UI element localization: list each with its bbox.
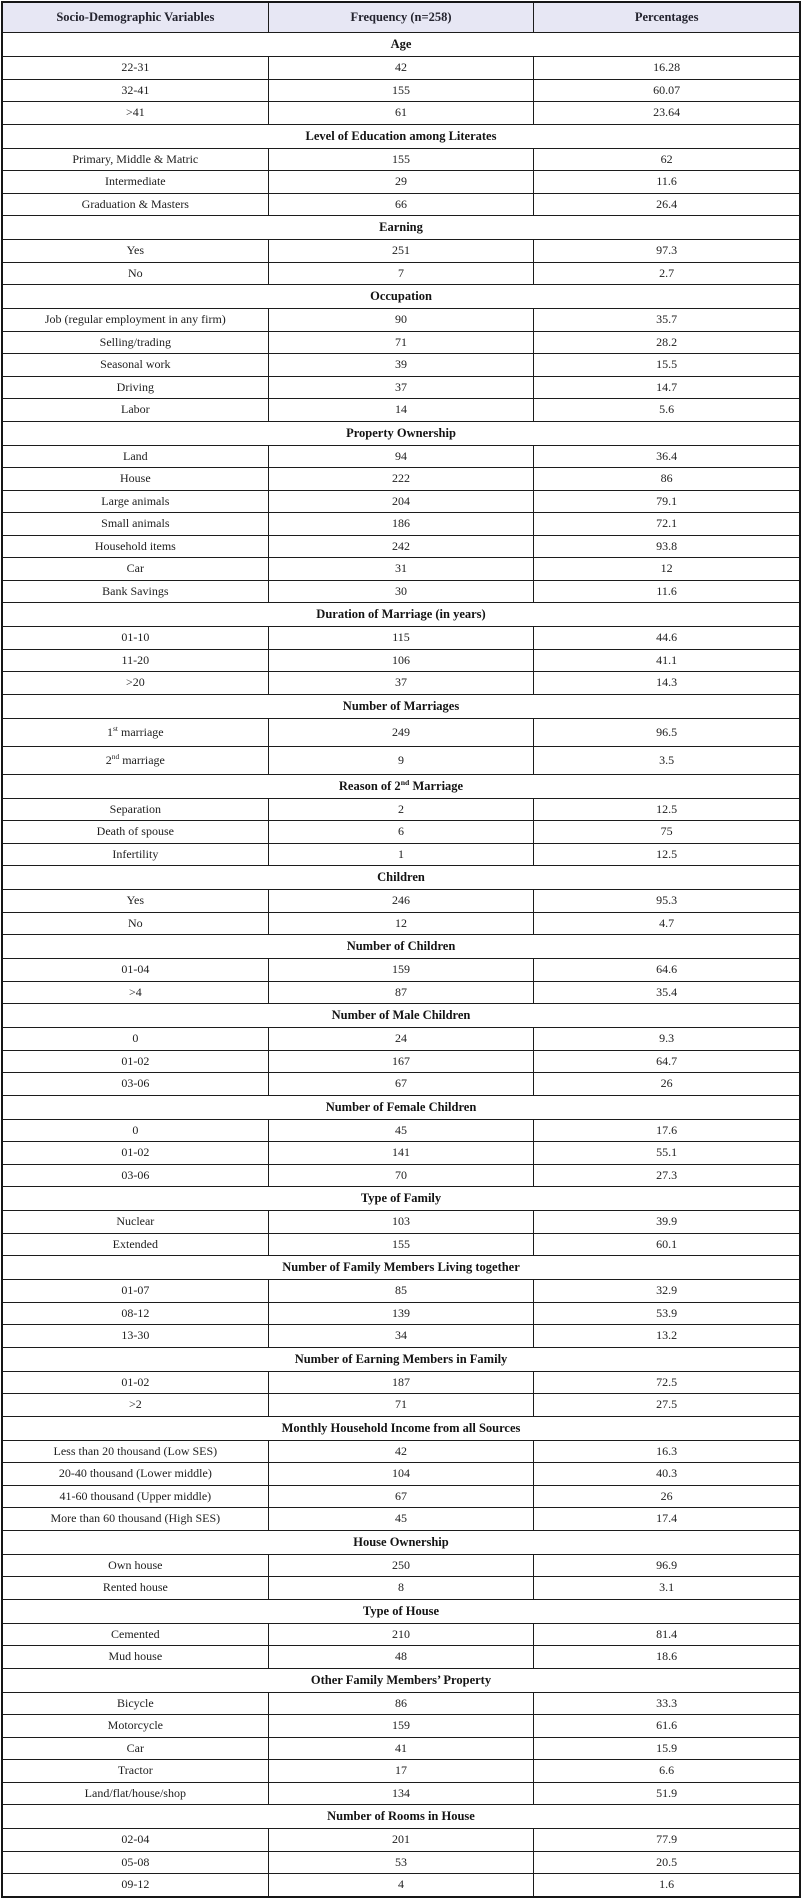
cell-variable: Labor [2,399,268,422]
table-row [2,399,800,422]
table-row [2,981,800,1004]
cell-frequency: 70 [268,1164,534,1187]
section-title: House Ownership [2,1530,800,1554]
cell-frequency: 17 [268,1760,534,1783]
cell-variable: 02-04 [2,1829,268,1852]
cell-variable: 0 [2,1119,268,1142]
table-row [2,746,800,774]
cell-frequency: 222 [268,468,534,491]
cell-variable: Primary, Middle & Matric [2,148,268,171]
cell-percentage: 9.3 [534,1028,800,1051]
cell-variable: 01-02 [2,1050,268,1073]
cell-percentage: 96.5 [534,718,800,746]
cell-variable: 20-40 thousand (Lower middle) [2,1463,268,1486]
cell-frequency: 42 [268,57,534,80]
cell-variable: Tractor [2,1760,268,1783]
cell-percentage: 23.64 [534,102,800,125]
cell-variable: Yes [2,890,268,913]
section-title: Number of Rooms in House [2,1805,800,1829]
cell-frequency: 31 [268,558,534,581]
cell-frequency: 134 [268,1782,534,1805]
cell-frequency: 106 [268,649,534,672]
table-body [2,33,800,1897]
cell-variable: House [2,468,268,491]
table-row [2,1646,800,1669]
section-title: Number of Marriages [2,694,800,718]
table-row [2,1463,800,1486]
cell-percentage: 12 [534,558,800,581]
cell-variable: Seasonal work [2,354,268,377]
cell-variable: No [2,912,268,935]
cell-frequency: 250 [268,1554,534,1577]
table-row [2,1577,800,1600]
cell-percentage: 72.1 [534,513,800,536]
cell-percentage: 5.6 [534,399,800,422]
cell-percentage: 26 [534,1073,800,1096]
cell-frequency: 90 [268,309,534,332]
cell-percentage: 18.6 [534,1646,800,1669]
cell-percentage: 79.1 [534,490,800,513]
cell-frequency: 6 [268,821,534,844]
cell-variable: Nuclear [2,1211,268,1234]
cell-frequency: 249 [268,718,534,746]
table-row [2,309,800,332]
cell-percentage: 17.6 [534,1119,800,1142]
cell-percentage: 60.07 [534,79,800,102]
cell-percentage: 97.3 [534,240,800,263]
table-row [2,376,800,399]
cell-variable: Intermediate [2,171,268,194]
table-row [2,1073,800,1096]
cell-variable: Household items [2,535,268,558]
cell-frequency: 139 [268,1302,534,1325]
cell-percentage: 75 [534,821,800,844]
cell-percentage: 28.2 [534,331,800,354]
ordinal-suffix: nd [111,751,120,761]
cell-frequency: 39 [268,354,534,377]
cell-frequency: 94 [268,445,534,468]
cell-percentage: 40.3 [534,1463,800,1486]
cell-percentage: 55.1 [534,1142,800,1165]
table-row [2,1371,800,1394]
section-title: Age [2,33,800,57]
cell-frequency: 4 [268,1874,534,1897]
cell-variable: 1st marriage [2,718,268,746]
cell-variable: >20 [2,672,268,695]
table-row [2,1233,800,1256]
cell-percentage: 36.4 [534,445,800,468]
cell-percentage: 17.4 [534,1508,800,1531]
cell-percentage: 16.3 [534,1440,800,1463]
cell-frequency: 45 [268,1119,534,1142]
section-title: Reason of 2nd Marriage [2,774,800,798]
section-title: Number of Family Members Living together [2,1256,800,1280]
cell-percentage: 39.9 [534,1211,800,1234]
cell-frequency: 187 [268,1371,534,1394]
table-row [2,193,800,216]
cell-frequency: 34 [268,1325,534,1348]
cell-variable: 01-02 [2,1142,268,1165]
cell-frequency: 155 [268,148,534,171]
cell-frequency: 155 [268,79,534,102]
cell-frequency: 53 [268,1851,534,1874]
cell-frequency: 159 [268,1715,534,1738]
table-row [2,513,800,536]
cell-percentage: 4.7 [534,912,800,935]
section-title: Duration of Marriage (in years) [2,603,800,627]
section-title: Monthly Household Income from all Sources [2,1416,800,1440]
cell-frequency: 48 [268,1646,534,1669]
section-row [2,33,800,57]
cell-variable: Motorcycle [2,1715,268,1738]
table-header-row [2,2,800,33]
ordinal-suffix: st [113,723,118,733]
table-row [2,262,800,285]
cell-frequency: 67 [268,1073,534,1096]
cell-percentage: 13.2 [534,1325,800,1348]
cell-percentage: 15.9 [534,1737,800,1760]
table-row [2,79,800,102]
section-row [2,285,800,309]
section-title: Children [2,866,800,890]
cell-percentage: 35.4 [534,981,800,1004]
cell-variable: 13-30 [2,1325,268,1348]
table-row [2,959,800,982]
cell-variable: 0 [2,1028,268,1051]
cell-frequency: 30 [268,580,534,603]
cell-variable: Mud house [2,1646,268,1669]
cell-variable: Land [2,445,268,468]
table-row [2,672,800,695]
cell-variable: 03-06 [2,1164,268,1187]
cell-variable: 41-60 thousand (Upper middle) [2,1485,268,1508]
cell-percentage: 14.7 [534,376,800,399]
table-row [2,1211,800,1234]
cell-frequency: 12 [268,912,534,935]
section-title: Number of Female Children [2,1095,800,1119]
cell-frequency: 186 [268,513,534,536]
cell-frequency: 67 [268,1485,534,1508]
cell-frequency: 103 [268,1211,534,1234]
cell-percentage: 20.5 [534,1851,800,1874]
cell-frequency: 45 [268,1508,534,1531]
table-row [2,1164,800,1187]
cell-percentage: 14.3 [534,672,800,695]
cell-frequency: 242 [268,535,534,558]
table-row [2,171,800,194]
cell-variable: >2 [2,1394,268,1417]
table-row [2,1440,800,1463]
section-row [2,1347,800,1371]
cell-frequency: 9 [268,746,534,774]
section-title: Level of Education among Literates [2,124,800,148]
cell-frequency: 141 [268,1142,534,1165]
cell-percentage: 60.1 [534,1233,800,1256]
cell-variable: Less than 20 thousand (Low SES) [2,1440,268,1463]
cell-percentage: 15.5 [534,354,800,377]
cell-frequency: 37 [268,376,534,399]
cell-variable: Driving [2,376,268,399]
section-row [2,1599,800,1623]
section-title: Number of Earning Members in Family [2,1347,800,1371]
cell-frequency: 42 [268,1440,534,1463]
section-title: Number of Male Children [2,1004,800,1028]
table-row [2,718,800,746]
cell-percentage: 61.6 [534,1715,800,1738]
cell-variable: 08-12 [2,1302,268,1325]
cell-frequency: 159 [268,959,534,982]
section-row [2,1095,800,1119]
column-header-variables: Socio-Demographic Variables [2,2,268,33]
cell-percentage: 93.8 [534,535,800,558]
table-row [2,1782,800,1805]
table-row [2,1737,800,1760]
table-row [2,1050,800,1073]
section-row [2,1530,800,1554]
cell-frequency: 201 [268,1829,534,1852]
section-row [2,866,800,890]
table-row [2,1325,800,1348]
table-row [2,912,800,935]
cell-variable: 09-12 [2,1874,268,1897]
cell-variable: Separation [2,798,268,821]
cell-variable: Selling/trading [2,331,268,354]
table-row [2,649,800,672]
table-row [2,1119,800,1142]
section-title: Other Family Members’ Property [2,1668,800,1692]
cell-percentage: 6.6 [534,1760,800,1783]
table-row [2,1508,800,1531]
column-header-frequency: Frequency (n=258) [268,2,534,33]
cell-frequency: 115 [268,627,534,650]
cell-percentage: 16.28 [534,57,800,80]
table-row [2,1028,800,1051]
table-row [2,1554,800,1577]
cell-frequency: 246 [268,890,534,913]
table-row [2,102,800,125]
cell-frequency: 7 [268,262,534,285]
cell-variable: Bicycle [2,1692,268,1715]
cell-percentage: 12.5 [534,843,800,866]
section-row [2,694,800,718]
cell-percentage: 1.6 [534,1874,800,1897]
cell-variable: Infertility [2,843,268,866]
cell-percentage: 33.3 [534,1692,800,1715]
cell-variable: Yes [2,240,268,263]
section-row [2,421,800,445]
cell-variable: Death of spouse [2,821,268,844]
cell-percentage: 64.6 [534,959,800,982]
table-row [2,240,800,263]
table-row [2,148,800,171]
table-row [2,1829,800,1852]
table-row [2,627,800,650]
cell-frequency: 61 [268,102,534,125]
cell-percentage: 12.5 [534,798,800,821]
cell-variable: Own house [2,1554,268,1577]
table-row [2,1302,800,1325]
section-row [2,1416,800,1440]
cell-frequency: 2 [268,798,534,821]
cell-percentage: 81.4 [534,1623,800,1646]
table-row [2,1485,800,1508]
cell-frequency: 167 [268,1050,534,1073]
table-row [2,821,800,844]
cell-variable: >41 [2,102,268,125]
cell-percentage: 2.7 [534,262,800,285]
cell-percentage: 26.4 [534,193,800,216]
section-row [2,935,800,959]
cell-frequency: 71 [268,331,534,354]
column-header-percentages: Percentages [534,2,800,33]
cell-frequency: 37 [268,672,534,695]
cell-variable: 01-02 [2,1371,268,1394]
table-row [2,558,800,581]
cell-variable: 11-20 [2,649,268,672]
table-row [2,1760,800,1783]
table-row [2,1394,800,1417]
ordinal-suffix: nd [400,777,410,787]
section-row [2,603,800,627]
table-row [2,1715,800,1738]
cell-variable: More than 60 thousand (High SES) [2,1508,268,1531]
cell-percentage: 72.5 [534,1371,800,1394]
cell-variable: Graduation & Masters [2,193,268,216]
cell-frequency: 210 [268,1623,534,1646]
table-row [2,490,800,513]
cell-variable: 22-31 [2,57,268,80]
socio-demographic-table [1,1,801,1898]
cell-variable: >4 [2,981,268,1004]
cell-percentage: 35.7 [534,309,800,332]
table-row [2,331,800,354]
cell-frequency: 86 [268,1692,534,1715]
cell-frequency: 29 [268,171,534,194]
cell-frequency: 104 [268,1463,534,1486]
section-title: Type of Family [2,1187,800,1211]
cell-percentage: 3.1 [534,1577,800,1600]
cell-percentage: 77.9 [534,1829,800,1852]
cell-percentage: 27.3 [534,1164,800,1187]
cell-variable: 01-04 [2,959,268,982]
cell-variable: Car [2,558,268,581]
table-row [2,354,800,377]
section-title: Type of House [2,1599,800,1623]
section-row [2,1256,800,1280]
cell-variable: 03-06 [2,1073,268,1096]
section-title: Occupation [2,285,800,309]
table-row [2,1851,800,1874]
cell-frequency: 1 [268,843,534,866]
cell-percentage: 41.1 [534,649,800,672]
cell-frequency: 14 [268,399,534,422]
table-row [2,1623,800,1646]
cell-frequency: 85 [268,1280,534,1303]
table-row [2,890,800,913]
table-row [2,1142,800,1165]
cell-variable: Extended [2,1233,268,1256]
cell-variable: Large animals [2,490,268,513]
cell-variable: 2nd marriage [2,746,268,774]
table-row [2,57,800,80]
table-row [2,1692,800,1715]
cell-variable: Rented house [2,1577,268,1600]
cell-percentage: 95.3 [534,890,800,913]
table-row [2,445,800,468]
cell-variable: Job (regular employment in any firm) [2,309,268,332]
cell-percentage: 27.5 [534,1394,800,1417]
cell-percentage: 26 [534,1485,800,1508]
table-header [2,2,800,33]
cell-variable: No [2,262,268,285]
cell-percentage: 64.7 [534,1050,800,1073]
cell-variable: Small animals [2,513,268,536]
cell-frequency: 155 [268,1233,534,1256]
section-title: Number of Children [2,935,800,959]
cell-percentage: 3.5 [534,746,800,774]
cell-percentage: 51.9 [534,1782,800,1805]
cell-percentage: 44.6 [534,627,800,650]
cell-variable: Bank Savings [2,580,268,603]
cell-percentage: 62 [534,148,800,171]
cell-frequency: 24 [268,1028,534,1051]
section-row [2,1187,800,1211]
cell-frequency: 41 [268,1737,534,1760]
cell-percentage: 11.6 [534,580,800,603]
section-row [2,1668,800,1692]
table-row [2,798,800,821]
cell-frequency: 204 [268,490,534,513]
table-row [2,1874,800,1897]
cell-variable: 05-08 [2,1851,268,1874]
cell-frequency: 8 [268,1577,534,1600]
table-row [2,580,800,603]
cell-frequency: 71 [268,1394,534,1417]
section-row [2,774,800,798]
cell-variable: Car [2,1737,268,1760]
section-title: Earning [2,216,800,240]
section-row [2,124,800,148]
table-row [2,468,800,491]
section-row [2,1004,800,1028]
table-row [2,843,800,866]
cell-variable: Cemented [2,1623,268,1646]
cell-frequency: 87 [268,981,534,1004]
table-row [2,1280,800,1303]
cell-percentage: 86 [534,468,800,491]
cell-frequency: 66 [268,193,534,216]
cell-variable: 01-07 [2,1280,268,1303]
cell-percentage: 11.6 [534,171,800,194]
cell-variable: 32-41 [2,79,268,102]
cell-percentage: 96.9 [534,1554,800,1577]
cell-variable: 01-10 [2,627,268,650]
cell-variable: Land/flat/house/shop [2,1782,268,1805]
cell-percentage: 32.9 [534,1280,800,1303]
section-row [2,216,800,240]
cell-percentage: 53.9 [534,1302,800,1325]
section-title: Property Ownership [2,421,800,445]
cell-frequency: 251 [268,240,534,263]
table-row [2,535,800,558]
